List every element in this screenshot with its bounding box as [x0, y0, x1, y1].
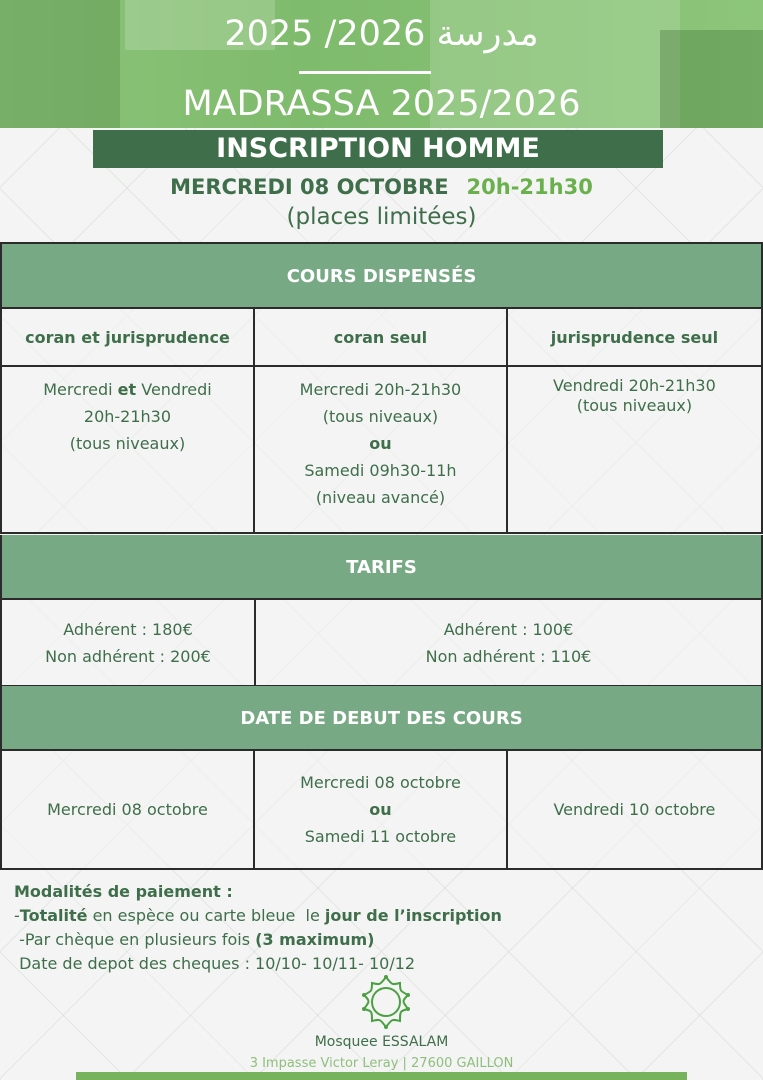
payment-cheque: -Par chèque en plusieurs fois [14, 930, 256, 949]
schedule-level: (niveau avancé) [315, 488, 446, 507]
tarif-non-member: Non adhérent : 200€ [45, 647, 211, 666]
payment-line-3: Date de depot des cheques : 10/10- 10/11- 10/12 [14, 954, 416, 973]
debut-cell [255, 751, 508, 868]
title-divider [299, 71, 431, 74]
schedule-time: Vendredi 20h-21h30 [553, 376, 716, 395]
schedule-time: Mercredi 20h-21h30 [299, 380, 462, 399]
debut-date: Mercredi 08 octobre [300, 773, 461, 792]
tarif-cell [2, 600, 256, 685]
payment-day: jour de l’inscription [324, 906, 502, 925]
debut-heading: DATE DE DEBUT DES COURS [2, 686, 761, 751]
course-name: jurisprudence seul [508, 309, 761, 367]
payment-method: en espèce ou carte bleue le [87, 906, 325, 925]
payment-line-1 [14, 904, 502, 928]
schedule-day: Vendredi [141, 380, 212, 399]
places-note: (places limitées) [286, 204, 477, 230]
debut-or: ou [369, 800, 392, 819]
schedule-and: et [117, 380, 137, 399]
schedule-or: ou [369, 434, 392, 453]
course-column [255, 309, 508, 532]
tarif-member: Adhérent : 100€ [443, 620, 574, 639]
debut-cell [2, 751, 255, 868]
org-name: Mosquee ESSALAM [314, 1034, 449, 1050]
org-address: 3 Impasse Victor Leray | 27600 GAILLON [249, 1056, 514, 1071]
payment-prefix: - [14, 906, 20, 925]
debut-date: Vendredi 10 octobre [553, 800, 716, 819]
tarifs-heading: TARIFS [2, 535, 761, 600]
schedule-level: (tous niveaux) [576, 396, 693, 415]
schedule-level: (tous niveaux) [322, 407, 439, 426]
course-schedule [255, 367, 506, 532]
inscription-date: MERCREDI 08 OCTOBRE [170, 175, 449, 199]
schedule-level: (tous niveaux) [69, 434, 186, 453]
payment-title: Modalités de paiement : [14, 882, 233, 901]
courses-table [0, 242, 763, 534]
course-column [2, 309, 255, 532]
course-name: coran seul [255, 309, 506, 367]
payment-max: (3 maximum) [255, 930, 375, 949]
payment-total: Totalité [19, 906, 88, 925]
mosque-logo-icon [356, 973, 416, 1033]
tarif-member: Adhérent : 180€ [63, 620, 193, 639]
debut-table [0, 686, 763, 870]
title-arabic: مدرسة 2026/ 2025 [224, 14, 539, 54]
schedule-day: Mercredi [43, 380, 113, 399]
inscription-date-line [0, 175, 763, 199]
schedule-time: Samedi 09h30-11h [304, 461, 457, 480]
payment-section [14, 880, 502, 976]
course-column [508, 309, 761, 532]
footer-bar [76, 1072, 687, 1080]
course-name: coran et jurisprudence [2, 309, 253, 367]
debut-cell [508, 751, 761, 868]
title-french: MADRASSA 2025/2026 [182, 84, 581, 124]
tarif-cell [256, 600, 761, 685]
inscription-banner: INSCRIPTION HOMME [93, 130, 663, 168]
debut-date: Mercredi 08 octobre [47, 800, 208, 819]
header-banner [0, 0, 763, 128]
debut-date: Samedi 11 octobre [304, 827, 457, 846]
course-schedule [2, 367, 253, 532]
payment-line-2 [14, 928, 502, 952]
course-schedule [508, 367, 761, 532]
courses-heading: COURS DISPENSÉS [2, 244, 761, 309]
tarif-non-member: Non adhérent : 110€ [425, 647, 592, 666]
tarifs-table [0, 535, 763, 687]
inscription-time: 20h-21h30 [466, 175, 593, 199]
schedule-time: 20h-21h30 [83, 407, 172, 426]
